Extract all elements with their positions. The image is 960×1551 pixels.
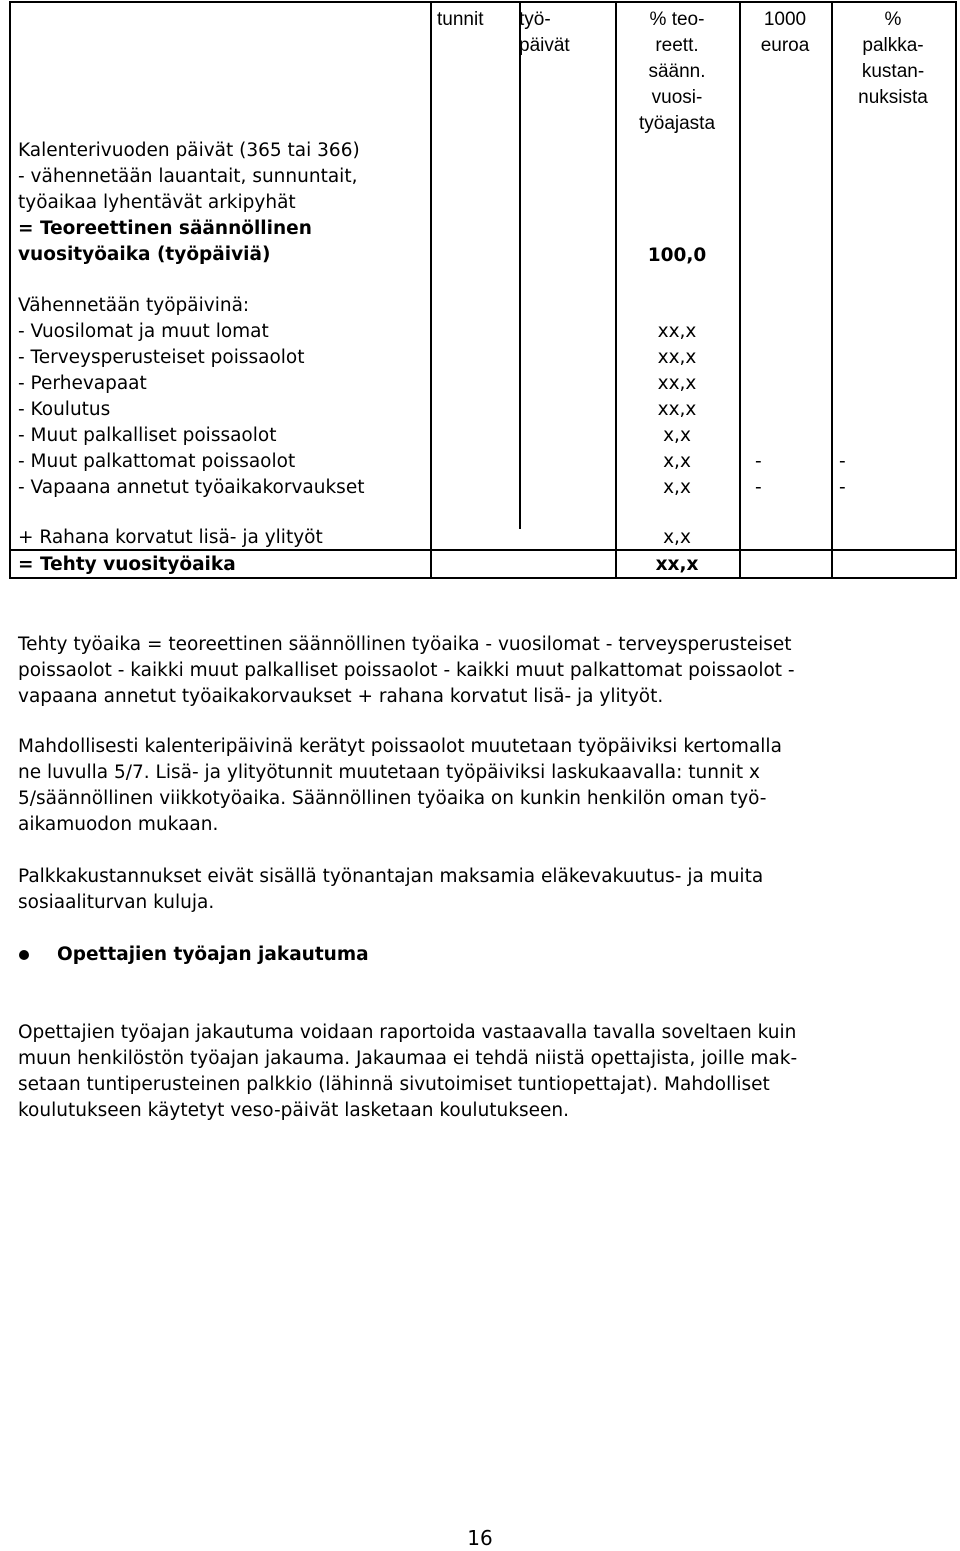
- deduction-value: xx,x: [657, 347, 697, 368]
- text-line: koulutukseen käytetyt veso-päivät lasketaan koulutukseen.: [18, 1100, 569, 1121]
- deduction-value: xx,x: [657, 373, 697, 394]
- paragraph-costs: [18, 864, 938, 916]
- deduction-label: - Koulutus: [18, 399, 111, 420]
- paragraph-teachers: [18, 1020, 938, 1124]
- text-line: Tehty työaika = teoreettinen säännöllinen työaika - vuosilomat - terveysperusteiset: [18, 634, 792, 655]
- overtime-value: x,x: [663, 527, 691, 548]
- deduction-value: xx,x: [657, 321, 697, 342]
- col-divider: [430, 3, 432, 577]
- deduction-label: - Perhevapaat: [18, 373, 147, 394]
- palkka-dash: -: [839, 477, 846, 498]
- header-euroa: 1000 euroa: [760, 9, 810, 56]
- deduction-value: x,x: [663, 477, 691, 498]
- section1-line: työaikaa lyhentävät arkipyhät: [18, 192, 296, 213]
- text-line: Mahdollisesti kalenteripäivinä kerätyt poissaolot muutetaan työpäiviksi kertomalla: [18, 736, 782, 757]
- section1-total-label: = Teoreettinen säännöllinen: [18, 218, 312, 239]
- text-line: Palkkakustannukset eivät sisällä työnantajan maksamia eläkevakuutus- ja muita: [18, 866, 764, 887]
- palkka-dash: -: [839, 451, 846, 472]
- deduction-label: - Muut palkalliset poissaolot: [18, 425, 277, 446]
- header-palkka-pct: % palkka- kustan- nuksista: [858, 9, 928, 108]
- bullet-icon: [19, 950, 29, 960]
- deduction-value: x,x: [663, 451, 691, 472]
- text-line: 5/säännöllinen viikkotyöaika. Säännöllinen työaika on kunkin henkilön oman työ-: [18, 788, 767, 809]
- work-time-table: [9, 1, 957, 579]
- col-divider: [739, 3, 741, 577]
- deduction-label: - Muut palkattomat poissaolot: [18, 451, 296, 472]
- section2-heading: Vähennetään työpäivinä:: [18, 295, 250, 316]
- text-line: Opettajien työajan jakautuma voidaan raportoida vastaavalla tavalla soveltaen kuin: [18, 1022, 797, 1043]
- header-teor-pct: % teo- reett. säänn. vuosi- työajasta: [638, 9, 716, 134]
- text-line: vapaana annetut työaikakorvaukset + rahana korvatut lisä- ja ylityöt.: [18, 686, 664, 707]
- header-tunnit: tunnit: [437, 9, 484, 30]
- text-line: muun henkilöstön työajan jakauma. Jakaumaa ei tehdä niistä opettajista, joille mak-: [18, 1048, 798, 1069]
- deduction-label: - Vapaana annetut työaikakorvaukset: [18, 477, 365, 498]
- section1-value: 100,0: [647, 245, 707, 266]
- text-line: poissaolot - kaikki muut palkalliset poissaolot - kaikki muut palkattomat poissaolot -: [18, 660, 795, 681]
- text-line: setaan tuntiperusteinen palkkio (lähinnä sivutoimiset tuntiopettajat). Mahdolliset: [18, 1074, 770, 1095]
- total-value: xx,x: [655, 554, 699, 575]
- text-line: aikamuodon mukaan.: [18, 814, 219, 835]
- section1-line: Kalenterivuoden päivät (365 tai 366): [18, 140, 360, 161]
- deduction-label: - Vuosilomat ja muut lomat: [18, 321, 269, 342]
- header-tyopaivat: työ- päivät: [519, 9, 570, 56]
- deduction-value: xx,x: [657, 399, 697, 420]
- paragraph-definition: [18, 632, 938, 710]
- overtime-label: + Rahana korvatut lisä- ja ylityöt: [18, 527, 323, 548]
- deduction-label: - Terveysperusteiset poissaolot: [18, 347, 305, 368]
- section-heading: Opettajien työajan jakautuma: [57, 944, 369, 965]
- deduction-value: x,x: [663, 425, 691, 446]
- total-label: = Tehty vuosityöaika: [18, 554, 236, 575]
- text-line: sosiaaliturvan kuluja.: [18, 892, 215, 913]
- page-number: 16: [467, 1526, 493, 1550]
- text-line: ne luvulla 5/7. Lisä- ja ylityötunnit muutetaan työpäiviksi laskukaavalla: tunnit x: [18, 762, 760, 783]
- col-divider: [519, 3, 521, 529]
- euroa-dash: -: [755, 477, 762, 498]
- paragraph-conversion: [18, 734, 938, 838]
- section1-line: - vähennetään lauantait, sunnuntait,: [18, 166, 358, 187]
- section1-total-label: vuosityöaika (työpäiviä): [18, 244, 271, 265]
- euroa-dash: -: [755, 451, 762, 472]
